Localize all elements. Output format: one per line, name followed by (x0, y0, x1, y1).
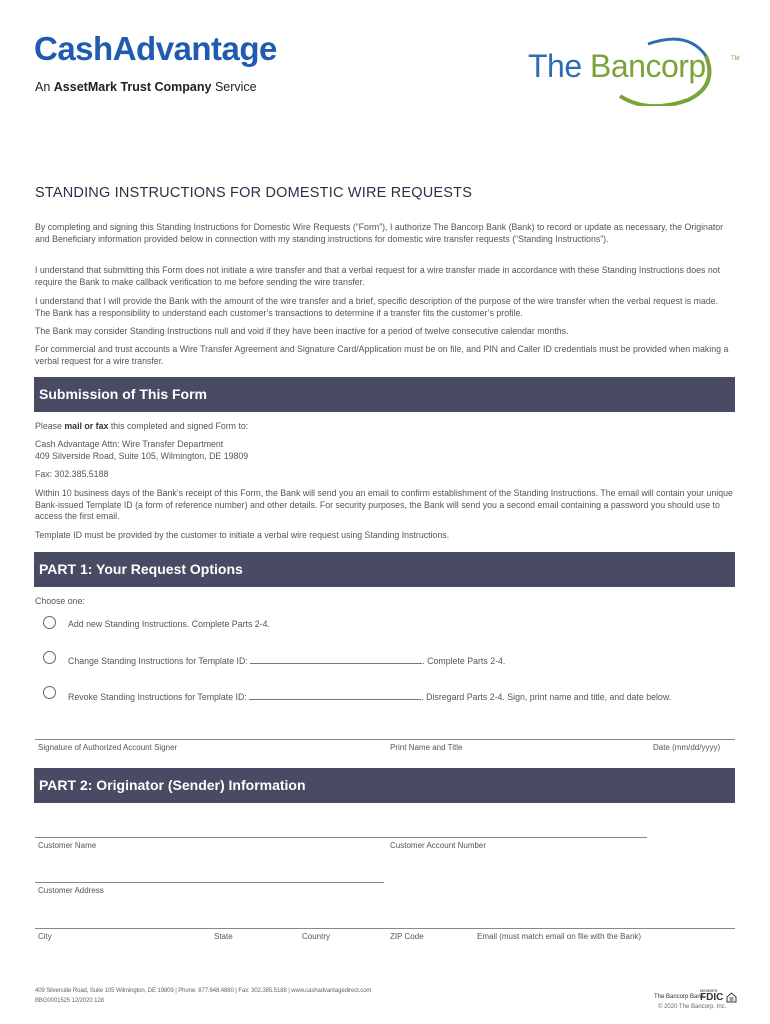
intro-paragraph-1: By completing and signing this Standing Instructions for Domestic Wire Requests (“Form”), I authorize The Bancorp Bank (Bank) to record or update as necessary, the Originator and Beneficiary information provided below in connection with my standing instructions for domestic wire transfer requests (“Standing Instructions”). (35, 222, 724, 244)
city-line[interactable] (35, 928, 735, 929)
choose-one-label: Choose one: (35, 596, 85, 606)
option-change-text: Change Standing Instructions for Template ID: (68, 656, 248, 666)
option-change-radio[interactable] (43, 651, 56, 664)
fax-number: Fax: 302.385.5188 (35, 469, 109, 479)
bancorp-name: Bancorp (590, 48, 706, 84)
intro-paragraph-3: I understand that I will provide the Bank with the amount of the wire transfer and a brief, specific description of the purpose of the wire transfer when the verbal request is made. The Bank has a responsibility to understand each customer’s transactions to determine if a transfer fits the customer’s profile. (35, 296, 719, 318)
mailing-address-line2: 409 Silverside Road, Suite 105, Wilmington, DE 19809 (35, 451, 249, 461)
option-revoke-radio[interactable] (43, 686, 56, 699)
logo-sub-service: Service (214, 80, 257, 94)
logo-advantage-word: Advantage (112, 30, 277, 67)
city-label: City (38, 932, 52, 941)
footer-contact: 409 Silverside Road, Suite 105 Wilmington, DE 19809 | Phone: 877.648.4880 | Fax: 302.385.5188 | www.cashadvantagedirect.com (35, 988, 372, 994)
please-text-rest: this completed and signed Form to: (110, 421, 249, 431)
print-name-label: Print Name and Title (390, 743, 463, 752)
intro-paragraph-2: I understand that submitting this Form does not initiate a wire transfer and that a verbal request for a wire transfer made in accordance with these Standing Instructions does not require the Bank to make callback verification to me before sending the wire transfer. (35, 265, 721, 287)
option-revoke-label (68, 690, 671, 702)
fdic-member: MEMBER (700, 988, 718, 993)
state-label: State (214, 932, 233, 941)
country-label: Country (302, 932, 331, 941)
option-revoke-suffix: . Disregard Parts 2-4. Sign, print name and title, and date below. (421, 692, 672, 702)
intro-paragraph-4: The Bank may consider Standing Instructions null and void if they have been inactive for a period of twelve consecutive calendar months. (35, 326, 569, 336)
signature-line[interactable] (35, 739, 735, 740)
revoke-template-id-field[interactable] (249, 690, 421, 700)
bancorp-tm: TM (731, 56, 740, 62)
mailing-address-line1: Cash Advantage Attn: Wire Transfer Department (35, 439, 224, 449)
customer-name-line[interactable] (35, 837, 647, 838)
logo-sub-company: AssetMark Trust Company (53, 80, 212, 94)
page-title: STANDING INSTRUCTIONS FOR DOMESTIC WIRE REQUESTS (35, 185, 473, 201)
change-template-id-field[interactable] (250, 654, 422, 664)
submission-paragraph-2: Template ID must be provided by the customer to initiate a verbal wire request using Standing Instructions. (35, 530, 450, 540)
footer-code: BBG0001525 12/2020 128 (35, 998, 104, 1004)
fdic-text: FDIC (700, 992, 724, 1003)
logo-cash-word: Cash (34, 30, 113, 67)
option-add-label: Add new Standing Instructions. Complete Parts 2-4. (68, 619, 270, 629)
part1-heading: PART 1: Your Request Options (34, 552, 735, 587)
option-add-radio[interactable] (43, 616, 56, 629)
logo-subtitle (35, 80, 257, 94)
date-label: Date (mm/dd/yyyy) (653, 743, 721, 752)
bancorp-logo (528, 34, 738, 106)
customer-address-line[interactable] (35, 882, 384, 883)
submission-please (35, 421, 248, 431)
please-text: Please (35, 421, 62, 431)
intro-paragraph-5: For commercial and trust accounts a Wire Transfer Agreement and Signature Card/Application must be on file, and PIN and Caller ID credentials must be provided when making a verbal request for a wire transfer. (35, 344, 729, 366)
logo-sub-an: An (35, 80, 51, 94)
option-revoke-text: Revoke Standing Instructions for Template ID: (68, 692, 247, 702)
customer-address-label: Customer Address (38, 886, 104, 895)
customer-name-label: Customer Name (38, 841, 97, 850)
submission-heading: Submission of This Form (34, 377, 735, 412)
equal-housing-icon (726, 992, 737, 1003)
customer-account-label: Customer Account Number (390, 841, 487, 850)
option-change-suffix: . Complete Parts 2-4. (422, 656, 506, 666)
email-label: Email (must match email on file with the Bank) (477, 932, 642, 941)
mail-or-fax: mail or fax (64, 421, 109, 431)
submission-paragraph-1: Within 10 business days of the Bank’s receipt of this Form, the Bank will send you an email to confirm establishment of the Standing Instructions. The email will contain your unique Bank-issued Template ID (a form of reference number) and other details. For security purposes, the Bank will send you a second email containing a password you should use to access the first email. (35, 488, 733, 522)
bancorp-the: The (528, 48, 582, 84)
fdic-bank-name: The Bancorp Bank. (654, 994, 706, 1000)
signature-label: Signature of Authorized Account Signer (38, 743, 178, 752)
zip-label: ZIP Code (390, 932, 424, 941)
part2-heading: PART 2: Originator (Sender) Information (34, 768, 735, 803)
cash-advantage-logo (34, 30, 277, 68)
copyright: © 2020 The Bancorp, Inc. (658, 1004, 727, 1010)
option-change-label (68, 654, 505, 666)
